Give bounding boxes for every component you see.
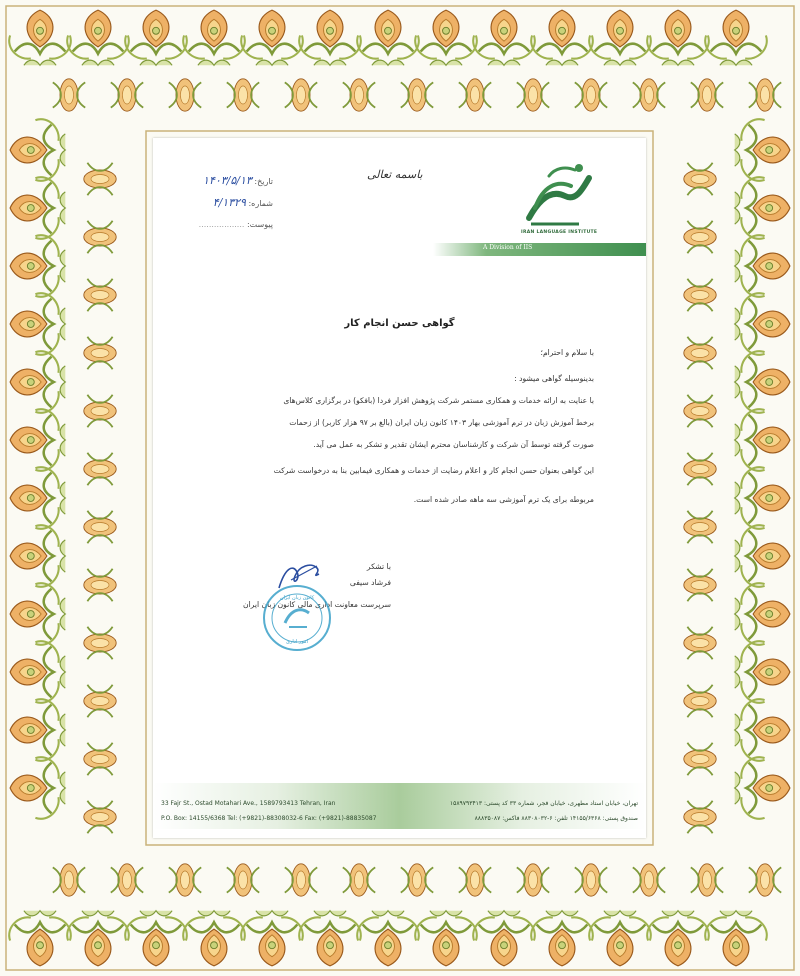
institute-logo-icon [519,156,599,234]
basmala: باسمه تعالی [367,168,423,181]
letter-sheet [153,138,646,838]
footer-contact-fa: صندوق پستی: ۱۴۱۵۵/۶۳۶۸ تلفن: ۶-۸۸۳۰۸۰۳۲ فاکس: ۸۸۸۳۵۰۸۷ [474,815,638,822]
attachment-label: پیوست: [246,220,273,229]
letter-title: گواهی حسن انجام کار [344,318,455,329]
footer-address-en: 33 Fajr St., Ostad Motahari Ave., 1589793413 Tehran, Iran [161,800,336,807]
date-row [173,174,273,187]
body-line: با عنایت به ارائه خدمات و همکاری مستمر شرکت پژوهش افزار فردا (بافکو) در برگزاری کلاس‌های [283,396,594,405]
body-line: این گواهی بعنوان حسن انجام کار و اعلام رضایت از خدمات و همکاری فیمابین بنا به درخواست شرکت [273,466,594,475]
number-label: شماره: [248,199,273,208]
greeting: با سلام و احترام؛ [540,348,594,357]
date-value: ۱۴۰۳/۵/۱۳ [203,174,252,187]
attachment-row: پیوست: .................. [198,220,273,229]
intro: بدینوسیله گواهی میشود : [514,374,594,383]
number-value: ۴/۱۳۲۹ [212,196,246,209]
body-line: صورت گرفته توسط آن شرکت و کارشناسان محترم ایشان تقدیر و تشکر به عمل می آید. [313,440,594,449]
stamp-icon [261,583,333,653]
date-label: تاریخ: [254,177,273,186]
stamp-text: کانون زبان ایران [279,595,315,601]
footer-address-fa: تهران، خیابان استاد مطهری، خیابان فجر، شماره ۳۳ کد پستی: ۱۵۸۹۷۹۳۴۱۳ [449,800,638,807]
letterhead-band [433,243,646,256]
logo-caption: IRAN LANGUAGE INSTITUTE [521,230,598,235]
letterhead-band-text: A Division of IIS [483,244,533,251]
stamp-subtext: امور اداری [286,639,308,645]
footer-contact-en: P.O. Box: 14155/6368 Tel: (+9821)-88308032-6 Fax: (+9821)-88835087 [161,815,377,822]
closing: با تشکر [366,562,391,571]
number-row [173,196,273,209]
body-line: مربوطه برای یک ترم آموزشی سه ماهه صادر شده است. [413,495,594,504]
signer-title: سرپرست معاونت اداری مالی کانون زبان ایران [243,600,391,609]
signer-name: فرشاد سیفی [349,578,391,587]
body-line: برخط آموزش زبان در ترم آموزشی بهار ۱۴۰۳ کانون زبان ایران (بالغ بر ۹۷ هزار کاربر) از زحمات [289,418,594,427]
